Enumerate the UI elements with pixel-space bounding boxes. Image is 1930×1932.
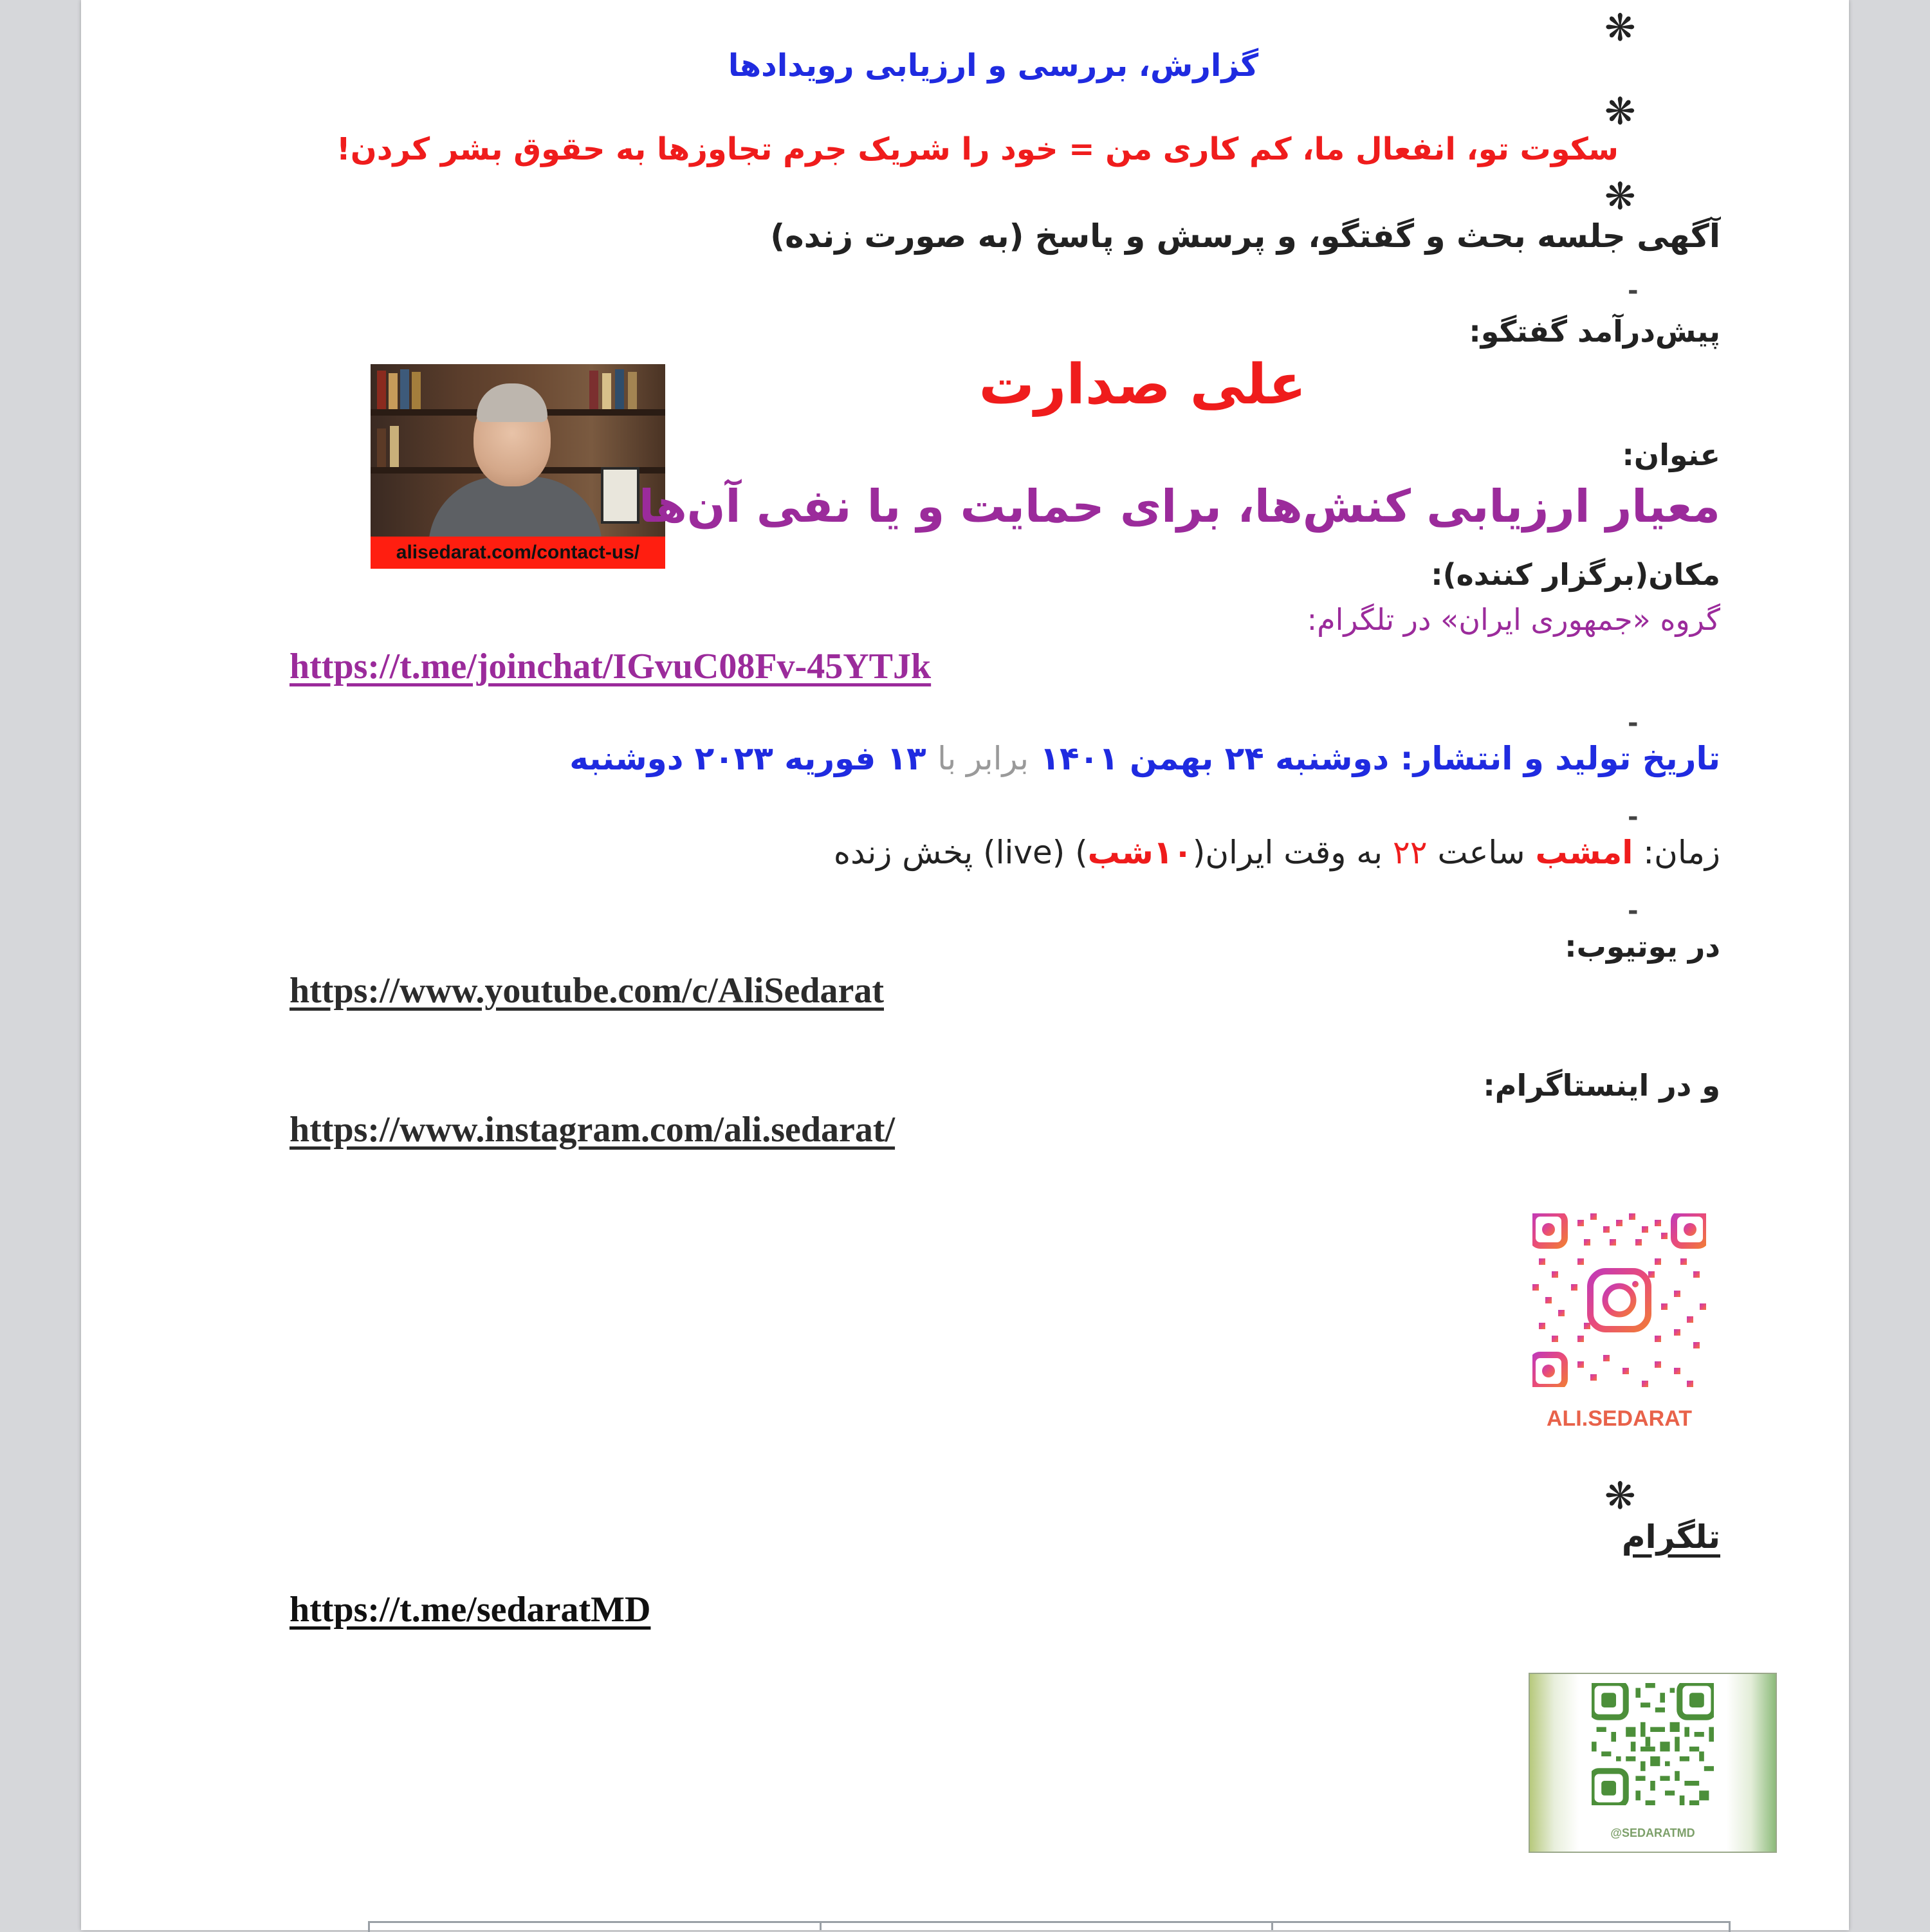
- date-part-1: تاریخ تولید و انتشار: دوشنبه ۲۴ بهمن ۱۴۰۱: [1040, 740, 1720, 777]
- title-label: عنوان:: [1622, 437, 1720, 472]
- document-page: [81, 0, 1849, 1930]
- venue-label: مکان(برگزار کننده):: [1431, 557, 1720, 592]
- announcement-text: آگهی جلسه بحث و گفتگو، و پرسش و پاسخ (به صورت زنده): [770, 217, 1720, 255]
- instagram-qr-label: ALI.SEDARAT: [1546, 1406, 1693, 1431]
- date-line: [467, 740, 1720, 777]
- dash-separator: -: [1628, 802, 1639, 832]
- venue-text: گروه «جمهوری ایران» در تلگرام:: [1307, 602, 1720, 637]
- report-heading: گزارش، بررسی و ارزیابی رویدادها: [728, 48, 1259, 84]
- intro-label: پیش‌درآمد گفتگو:: [1469, 314, 1720, 349]
- asterisk-separator: ❋: [1604, 6, 1636, 50]
- table-column-divider: [1271, 1921, 1273, 1930]
- date-part-2: ۱۳ فوریه ۲۰۲۳ دوشنبه: [569, 740, 926, 777]
- slogan-text: سکوت تو، انفعال ما، کم کاری من = خود را شریک جرم تجاوزها به حقوق بشر کردن!: [336, 131, 1619, 167]
- instagram-link[interactable]: https://www.instagram.com/ali.sedarat/: [290, 1110, 896, 1150]
- photo-caption: alisedarat.com/contact-us/: [371, 537, 665, 569]
- time-iran: به وقت ایران(: [1192, 834, 1393, 871]
- time-live: ) (live) پخش زنده: [833, 834, 1088, 871]
- youtube-link[interactable]: https://www.youtube.com/c/AliSedarat: [290, 971, 884, 1011]
- asterisk-separator: ❋: [1604, 174, 1636, 218]
- table-border: [368, 1921, 1731, 1932]
- dash-separator: -: [1628, 276, 1639, 306]
- speaker-photo: [371, 364, 665, 569]
- instagram-label: و در اینستاگرام:: [1483, 1068, 1720, 1103]
- time-10pm: ۱۰شب: [1087, 834, 1193, 871]
- youtube-label: در یوتیوب:: [1565, 929, 1720, 964]
- telegram-group-link[interactable]: https://t.me/joinchat/IGvuC08Fv-45YTJk: [290, 647, 932, 686]
- time-line: [596, 834, 1720, 871]
- speaker-name: علی صدارت: [979, 353, 1307, 417]
- asterisk-separator: ❋: [1604, 89, 1636, 133]
- telegram-qr-code: [1529, 1673, 1777, 1853]
- asterisk-separator: ❋: [1604, 1474, 1636, 1518]
- telegram-qr-pattern: [1592, 1683, 1714, 1805]
- session-title: معیار ارزیابی کنش‌ها، برای حمایت و یا نفی آن‌ها: [638, 480, 1720, 533]
- dash-separator: -: [1628, 896, 1639, 926]
- dash-separator: -: [1628, 708, 1639, 738]
- instagram-qr-code: [1532, 1213, 1706, 1387]
- time-hour: ۲۲: [1392, 834, 1428, 871]
- time-tonight: امشب: [1535, 834, 1633, 871]
- time-hour-word: ساعت: [1427, 834, 1536, 871]
- telegram-qr-label: @SEDARATMD: [1610, 1826, 1695, 1839]
- table-column-divider: [820, 1921, 822, 1930]
- telegram-channel-link[interactable]: https://t.me/sedaratMD: [290, 1590, 651, 1630]
- time-prefix: زمان:: [1633, 834, 1720, 871]
- telegram-label: تلگرام: [1621, 1518, 1720, 1556]
- date-equal: برابر با: [937, 740, 1029, 777]
